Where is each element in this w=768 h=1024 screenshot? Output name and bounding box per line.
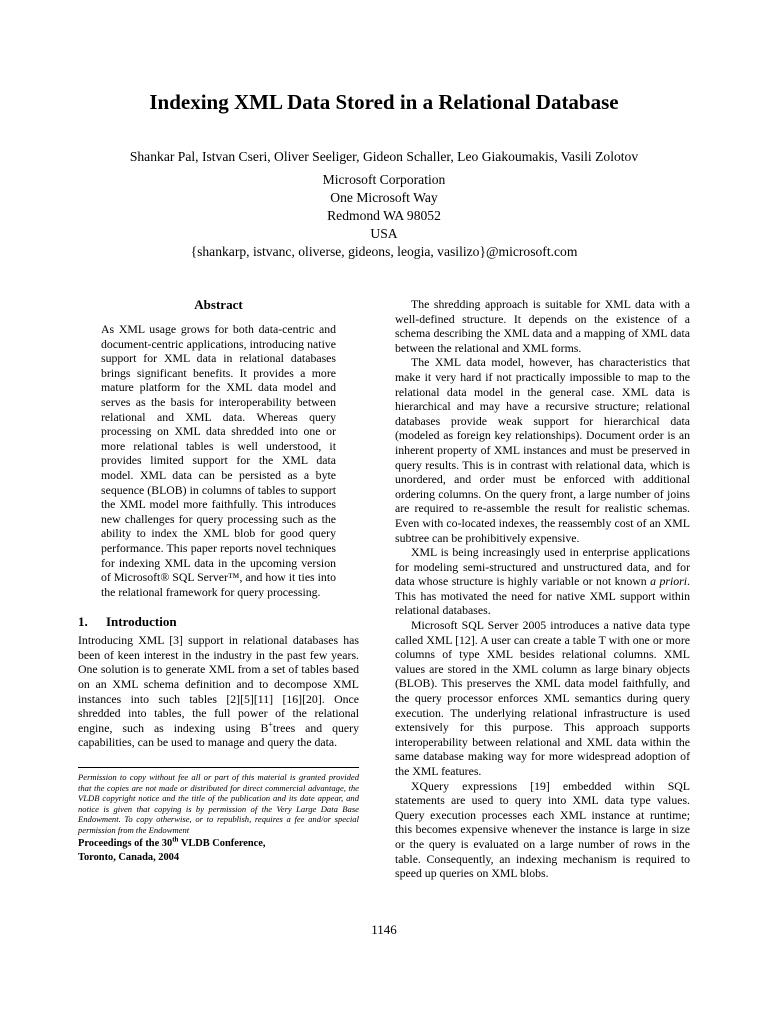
section-number: 1. [78, 614, 88, 630]
left-column [78, 296, 359, 864]
introduction-text-start: Introducing XML [3] support in relational databases has been of keen interest in the industry in the past few years. One solution is to generate XML from a set of tables based on an XML schema definition and to decompose XML instances into such tables [2][5][11] [16][20]. Once shredded into tables, the full power of the relational engine, such as indexing using B [78, 633, 359, 735]
page-number: 1146 [371, 922, 397, 937]
btree-superscript: + [268, 719, 273, 729]
affiliation-organization: Microsoft Corporation [322, 172, 446, 187]
enterprise-text-start: XML is being increasingly used in enterprise applications for modeling semi-structured and unstructured data, and for data whose structure is highly variable or not known [395, 545, 690, 589]
proceedings-line [78, 837, 359, 850]
introduction-text-end: trees and query capabilities, can be used to manage and query the data. [78, 720, 359, 750]
paragraph-xquery: XQuery expressions [19] embedded within SQL statements are used to query into XML data type values. Query execution processes each XML instance at runtime; this becomes expensive whenever the instance is large in size or the query is evaluated on a large number of rows in the table. Consequently, an indexing mechanism is required to speed up queries on XML blobs. [395, 778, 690, 881]
conference-location: Toronto, Canada, 2004 [78, 852, 180, 863]
paper-title: Indexing XML Data Stored in a Relational Database [149, 90, 619, 114]
abstract-text: As XML usage grows for both data-centric and document-centric applications, introducing native support for XML data in relational databases brings significant benefits. It provides a more mature platform for the XML data model and serves as the basis for interoperability between relational and XML data. Whereas query processing on XML data shredded into one or more relational tables is well understood, it provides limited support for the XML data model. XML data can be persisted as a byte sequence (BLOB) in columns of tables to support the XML model more faithfully. This introduces new challenges for query processing such as the ability to index the XML blob for good query performance. This paper reports novel techniques for indexing XML data in the upcoming version of Microsoft® SQL Server™, and how it ties into the relational framework for query processing. [101, 322, 336, 599]
proceedings-superscript: th [172, 835, 179, 844]
paragraph-shredding: The shredding approach is suitable for XML data with a well-defined structure. It depends on the existence of a schema describing the XML data and a mapping of XML data between the relational and XML forms. [395, 297, 690, 355]
right-column [395, 297, 690, 881]
affiliation-city: Redmond WA 98052 [327, 208, 441, 223]
proceedings-text-end: VLDB Conference, [178, 837, 266, 849]
affiliation-emails: {shankarp, istvanc, oliverse, gideons, leogia, vasilizo}@microsoft.com [190, 244, 578, 259]
a-priori-italic: a priori [650, 574, 688, 589]
affiliation-block [0, 171, 768, 261]
introduction-paragraph [78, 633, 359, 750]
section-heading-introduction [78, 613, 359, 630]
paragraph-sql-server: Microsoft SQL Server 2005 introduces a native data type called XML [12]. A user can create a table T with one or more columns of type XML besides relational columns. XML values are stored in the XML column as large binary objects (BLOB). This preserves the XML data model faithfully, and the query processor enforces XML semantics during query execution. The underlying relational infrastructure is used extensively for this purpose. This approach supports interoperability between relational and XML data within the same database making way for more widespread adoption of the XML features. [395, 618, 690, 778]
section-title: Introduction [106, 614, 177, 630]
abstract-heading: Abstract [194, 297, 243, 312]
enterprise-text-end: . This has motivated the need for native XML support within relational databases. [395, 574, 690, 618]
footnote-divider [78, 767, 359, 768]
proceedings-text-start: Proceedings of the 30 [78, 837, 173, 849]
affiliation-country: USA [370, 226, 398, 241]
affiliation-street: One Microsoft Way [330, 190, 438, 205]
paragraph-data-model: The XML data model, however, has characteristics that make it very hard if not practically impossible to map to the relational data model in the general case. XML data is hierarchical and may have a recursive structure; relational databases provide weak support for hierarchical data (modeled as foreign key relationships). Document order is an inherent property of XML instances and must be preserved in query results. This is in contrast with relational data, which is unordered, and order must be enforced with additional ordering columns. On the query front, a large number of joins are required to re-assemble the result for realistic schemas. Even with co-located indexes, the reassembly cost of an XML subtree can be prohibitively expensive. [395, 355, 690, 545]
paragraph-enterprise [395, 545, 690, 618]
author-list: Shankar Pal, Istvan Cseri, Oliver Seeliger, Gideon Schaller, Leo Giakoumakis, Vasili Zolotov [129, 149, 639, 164]
permission-notice: Permission to copy without fee all or part of this material is granted provided that the copies are not made or distributed for direct commercial advantage, the VLDB copyright notice and the title of the publication and its date appear, and notice is given that copying is by permission of the Very Large Data Base Endowment. To copy otherwise, or to republish, requires a fee and/or special permission from the Endowment [78, 772, 359, 835]
